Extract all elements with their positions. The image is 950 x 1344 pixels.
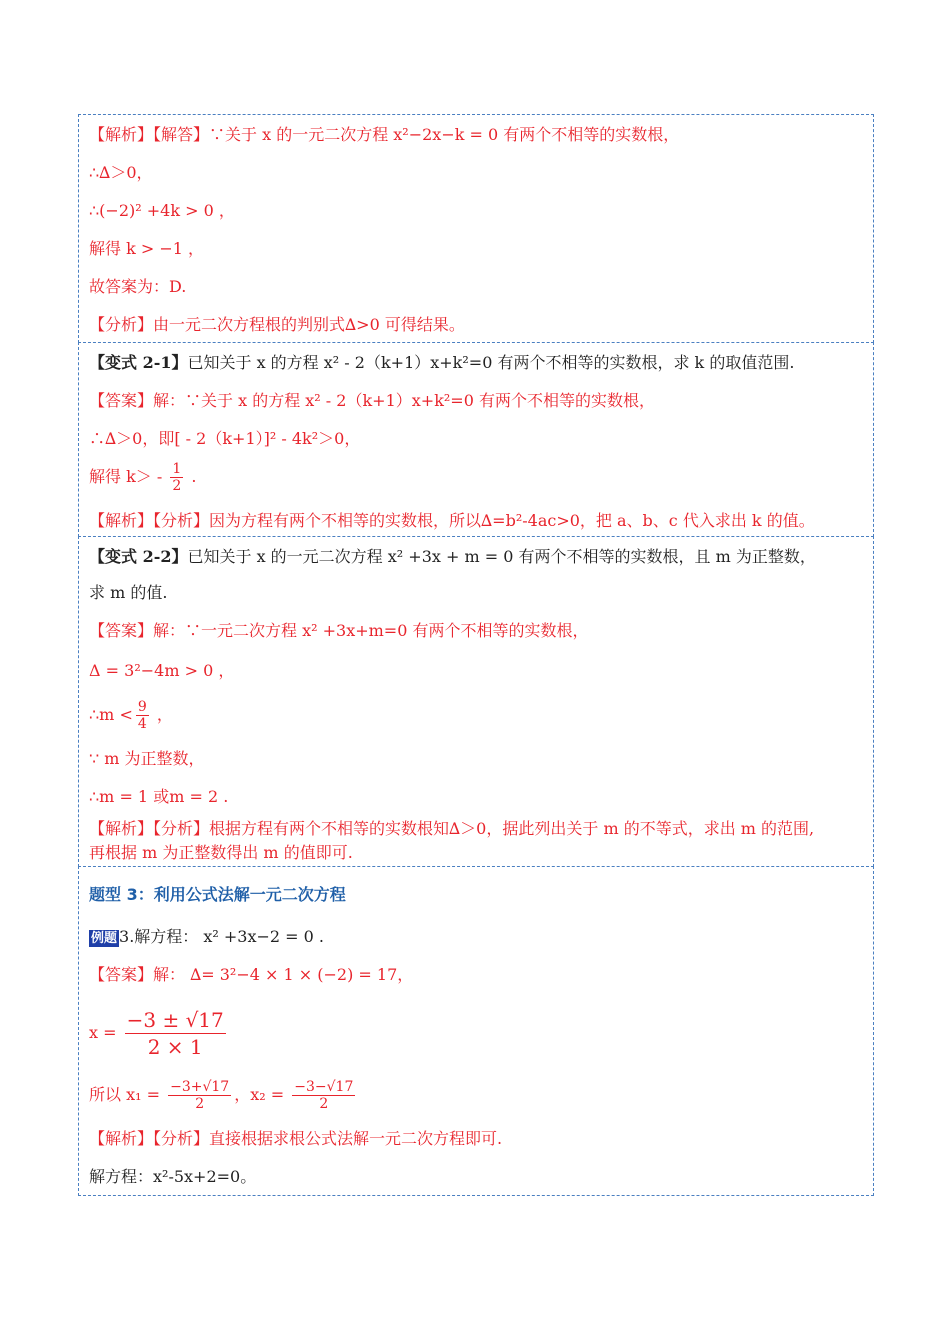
question-prefix: 【变式 2-1】 — [89, 353, 188, 372]
question-line: 求 m 的值. — [89, 583, 168, 602]
exercise-line: 解方程：x²-5x+2=0。 — [89, 1167, 257, 1186]
answer-line — [89, 699, 173, 732]
roots-text: 所以 x₁ = — [89, 1085, 166, 1104]
question-text: 已知关于 x 的方程 x² - 2（k+1）x+k²=0 有两个不相等的实数根，求 k 的取值范围. — [187, 353, 795, 372]
solution-line: 解得 k > −1 ， — [89, 239, 205, 258]
denominator: 2 × 1 — [147, 1035, 203, 1059]
answer-line — [89, 461, 196, 494]
solution-line: ∴∆＞0， — [89, 163, 153, 182]
solution-line: 故答案为：D. — [89, 277, 187, 296]
question-prefix: 【变式 2-2】 — [89, 547, 188, 566]
variant-2-2-box — [78, 536, 874, 867]
solution-line: 【解析】【解答】∵关于 x 的一元二次方程 x²−2x−k = 0 有两个不相等的实数根， — [89, 125, 680, 144]
formula-line — [89, 1007, 229, 1060]
analysis-line: 【解析】【分析】因为方程有两个不相等的实数根，所以∆=b²-4ac>0，把 a、b、c 代入求出 k 的值。 — [89, 511, 815, 530]
answer-text: 解得 k＞ - — [89, 467, 168, 486]
fraction — [168, 1079, 231, 1112]
numerator: −3+√17 — [170, 1079, 230, 1095]
roots-line — [89, 1079, 358, 1112]
section-title: 题型 3：利用公式法解一元二次方程 — [89, 885, 346, 904]
answer-text: . — [186, 467, 197, 486]
example-tag: 例题 — [91, 931, 118, 946]
analysis-line: 再根据 m 为正整数得出 m 的值即可. — [89, 843, 353, 862]
roots-text: ，x₂ = — [234, 1085, 290, 1104]
denominator: 2 — [172, 478, 182, 494]
numerator: 9 — [137, 699, 147, 715]
answer-line: ∴m = 1 或m = 2 . — [89, 787, 229, 806]
variant-2-1-box — [78, 342, 874, 537]
analysis-line: 【解析】【分析】直接根据求根公式法解一元二次方程即可. — [89, 1129, 503, 1148]
numerator: −3 ± √17 — [126, 1008, 224, 1032]
formula-fraction — [125, 1007, 226, 1060]
answer-line: 【答案】解： ∆= 3²−4 × 1 × (−2) = 17， — [89, 965, 414, 984]
question-line — [89, 545, 816, 569]
analysis-line: 【解析】【分析】根据方程有两个不相等的实数根知∆＞0，据此列出关于 m 的不等式，求出 m 的范围, — [89, 819, 815, 838]
solution-line: ∴(−2)² +4k > 0 ， — [89, 201, 235, 220]
fraction — [136, 699, 149, 732]
answer-line: ∴∆＞0，即[ - 2（k+1）]² - 4k²＞0， — [89, 429, 361, 448]
solution-box-1 — [78, 114, 874, 343]
question-line — [89, 351, 794, 375]
question-text: 已知关于 x 的一元二次方程 x² +3x + m = 0 有两个不相等的实数根，且 m 为正整数， — [187, 547, 816, 566]
analysis-line: 【分析】由一元二次方程根的判别式∆>0 可得结果。 — [89, 315, 465, 334]
numerator: 1 — [172, 461, 182, 477]
question-text: 3.解方程： x² +3x−2 = 0 . — [119, 927, 325, 946]
answer-line: 【答案】解：∵一元二次方程 x² +3x+m=0 有两个不相等的实数根， — [89, 621, 589, 640]
denominator: 4 — [137, 716, 147, 732]
formula-lhs: x = — [89, 1023, 122, 1042]
fraction — [292, 1079, 355, 1112]
answer-text: ， — [151, 705, 173, 724]
answer-line: Δ = 3²−4m > 0 ， — [89, 661, 235, 680]
fraction — [170, 461, 183, 494]
answer-text: ∴m < — [89, 705, 133, 724]
example-question — [89, 925, 324, 951]
answer-line: 【答案】解：∵关于 x 的方程 x² - 2（k+1）x+k²=0 有两个不相等的实数根， — [89, 391, 655, 410]
answer-line: ∵ m 为正整数， — [89, 749, 205, 768]
example-box — [78, 866, 874, 1196]
numerator: −3−√17 — [294, 1079, 354, 1095]
denominator: 2 — [319, 1096, 329, 1112]
denominator: 2 — [195, 1096, 205, 1112]
